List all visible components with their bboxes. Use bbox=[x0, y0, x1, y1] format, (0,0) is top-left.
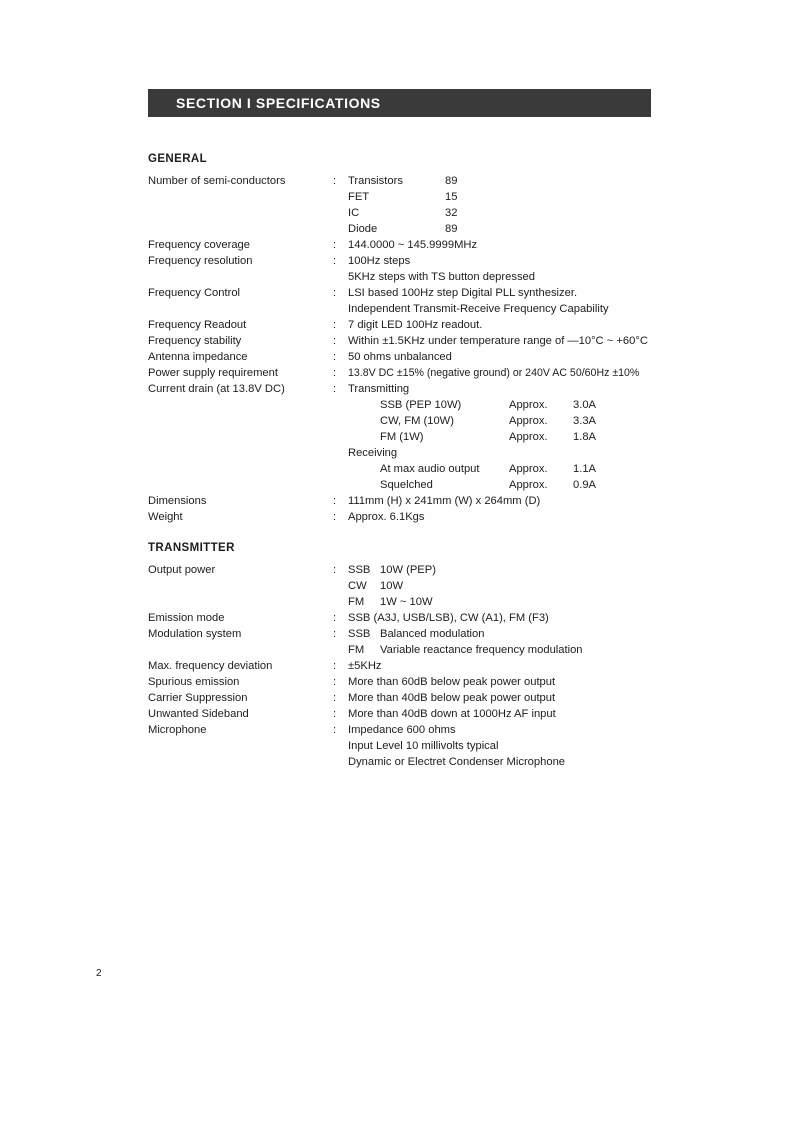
colon: : bbox=[333, 495, 337, 507]
output-mode: SSB bbox=[348, 564, 371, 576]
freq-resolution-line1: 100Hz steps bbox=[348, 255, 411, 267]
colon: : bbox=[333, 676, 337, 688]
colon: : bbox=[333, 628, 337, 640]
rx-approx: Approx. bbox=[509, 463, 548, 475]
diode-name: Diode bbox=[348, 223, 378, 235]
tx-approx: Approx. bbox=[509, 431, 548, 443]
section-banner: SECTION I SPECIFICATIONS bbox=[148, 89, 651, 117]
colon: : bbox=[333, 612, 337, 624]
tx-approx: Approx. bbox=[509, 415, 548, 427]
carrier-value: More than 40dB below peak power output bbox=[348, 692, 556, 704]
output-value: 1W ~ 10W bbox=[380, 596, 433, 608]
page-number: 2 bbox=[96, 968, 102, 979]
freq-resolution-label: Frequency resolution bbox=[148, 255, 253, 267]
freq-resolution-line2: 5KHz steps with TS button depressed bbox=[348, 271, 535, 283]
antenna-label: Antenna impedance bbox=[148, 351, 248, 363]
transmitter-heading: TRANSMITTER bbox=[148, 542, 235, 554]
colon: : bbox=[333, 287, 337, 299]
ic-name: IC bbox=[348, 207, 360, 219]
modulation-mode: SSB bbox=[348, 628, 371, 640]
freq-readout-label: Frequency Readout bbox=[148, 319, 247, 331]
current-drain-label: Current drain (at 13.8V DC) bbox=[148, 383, 285, 395]
sideband-label: Unwanted Sideband bbox=[148, 708, 249, 720]
microphone-line1: Impedance 600 ohms bbox=[348, 724, 456, 736]
dimensions-value: 111mm (H) x 241mm (W) x 264mm (D) bbox=[348, 495, 541, 507]
colon: : bbox=[333, 383, 337, 395]
colon: : bbox=[333, 511, 337, 523]
tx-amps: 1.8A bbox=[573, 431, 597, 443]
freq-control-line1: LSI based 100Hz step Digital PLL synthesizer. bbox=[348, 287, 578, 299]
diode-count: 89 bbox=[445, 223, 458, 235]
antenna-value: 50 ohms unbalanced bbox=[348, 351, 452, 363]
spurious-label: Spurious emission bbox=[148, 676, 240, 688]
freq-coverage-value: 144.0000 ~ 145.9999MHz bbox=[348, 239, 478, 251]
transmitting-label: Transmitting bbox=[348, 383, 410, 395]
colon: : bbox=[333, 724, 337, 736]
ic-count: 32 bbox=[445, 207, 458, 219]
freq-control-label: Frequency Control bbox=[148, 287, 241, 299]
transistors-name: Transistors bbox=[348, 175, 403, 187]
colon: : bbox=[333, 335, 337, 347]
sideband-value: More than 40dB down at 1000Hz AF input bbox=[348, 708, 556, 720]
modulation-mode: FM bbox=[348, 644, 365, 656]
microphone-line2: Input Level 10 millivolts typical bbox=[348, 740, 499, 752]
freq-readout-value: 7 digit LED 100Hz readout. bbox=[348, 319, 483, 331]
freq-control-line2: Independent Transmit-Receive Frequency Capability bbox=[348, 303, 609, 315]
rx-approx: Approx. bbox=[509, 479, 548, 491]
receiving-label: Receiving bbox=[348, 447, 398, 459]
tx-amps: 3.3A bbox=[573, 415, 597, 427]
tx-approx: Approx. bbox=[509, 399, 548, 411]
microphone-label: Microphone bbox=[148, 724, 207, 736]
rx-mode: At max audio output bbox=[380, 463, 480, 475]
rx-amps: 0.9A bbox=[573, 479, 597, 491]
freq-stability-label: Frequency stability bbox=[148, 335, 242, 347]
emission-label: Emission mode bbox=[148, 612, 225, 624]
power-supply-value: 13.8V DC ±15% (negative ground) or 240V AC 50/60Hz ±10% bbox=[348, 367, 640, 379]
weight-value: Approx. 6.1Kgs bbox=[348, 511, 425, 523]
colon: : bbox=[333, 692, 337, 704]
transistors-count: 89 bbox=[445, 175, 458, 187]
weight-label: Weight bbox=[148, 511, 183, 523]
output-mode: FM bbox=[348, 596, 365, 608]
colon: : bbox=[333, 564, 337, 576]
tx-mode: FM (1W) bbox=[380, 431, 424, 443]
colon: : bbox=[333, 239, 337, 251]
colon: : bbox=[333, 175, 337, 187]
semiconductors-label: Number of semi-conductors bbox=[148, 175, 286, 187]
deviation-label: Max. frequency deviation bbox=[148, 660, 273, 672]
modulation-value: Variable reactance frequency modulation bbox=[380, 644, 583, 656]
colon: : bbox=[333, 255, 337, 267]
colon: : bbox=[333, 660, 337, 672]
output-value: 10W bbox=[380, 580, 404, 592]
carrier-label: Carrier Suppression bbox=[148, 692, 248, 704]
freq-coverage-label: Frequency coverage bbox=[148, 239, 250, 251]
fet-name: FET bbox=[348, 191, 370, 203]
tx-amps: 3.0A bbox=[573, 399, 597, 411]
modulation-label: Modulation system bbox=[148, 628, 242, 640]
microphone-line3: Dynamic or Electret Condenser Microphone bbox=[348, 756, 566, 768]
colon: : bbox=[333, 367, 337, 379]
modulation-value: Balanced modulation bbox=[380, 628, 485, 640]
spurious-value: More than 60dB below peak power output bbox=[348, 676, 556, 688]
emission-value: SSB (A3J, USB/LSB), CW (A1), FM (F3) bbox=[348, 612, 549, 624]
deviation-value: ±5KHz bbox=[348, 660, 382, 672]
colon: : bbox=[333, 351, 337, 363]
freq-stability-value: Within ±1.5KHz under temperature range of —10°C ~ +60°C bbox=[348, 335, 648, 347]
colon: : bbox=[333, 319, 337, 331]
tx-mode: CW, FM (10W) bbox=[380, 415, 454, 427]
rx-amps: 1.1A bbox=[573, 463, 597, 475]
output-value: 10W (PEP) bbox=[380, 564, 436, 576]
output-power-label: Output power bbox=[148, 564, 216, 576]
fet-count: 15 bbox=[445, 191, 458, 203]
rx-mode: Squelched bbox=[380, 479, 433, 491]
colon: : bbox=[333, 708, 337, 720]
dimensions-label: Dimensions bbox=[148, 495, 207, 507]
output-mode: CW bbox=[348, 580, 367, 592]
power-supply-label: Power supply requirement bbox=[148, 367, 278, 379]
tx-mode: SSB (PEP 10W) bbox=[380, 399, 462, 411]
general-heading: GENERAL bbox=[148, 153, 208, 165]
